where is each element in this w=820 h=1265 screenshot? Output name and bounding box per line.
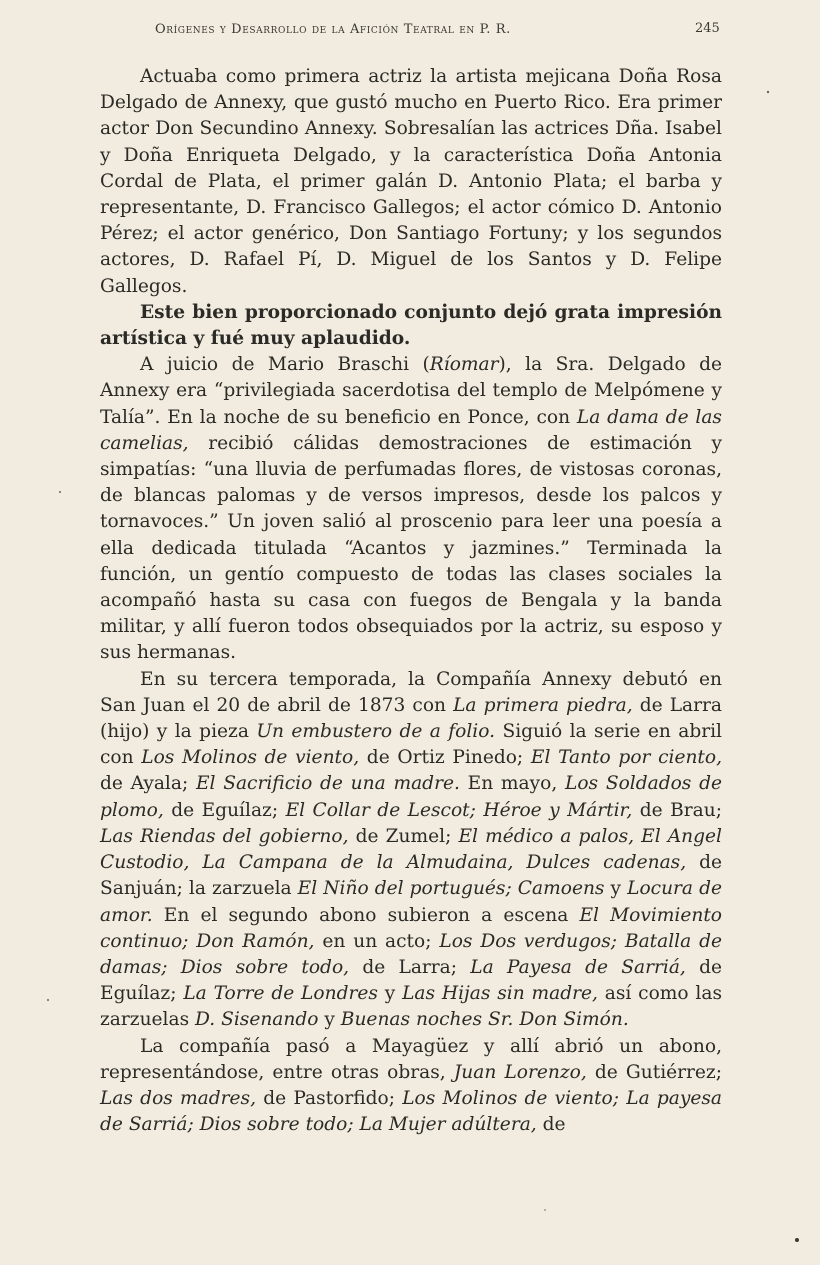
text-run: así como las zarzuelas xyxy=(100,983,722,1031)
italic-title: El Tanto por ciento, xyxy=(530,747,722,769)
italic-title: Los Molinos de viento; La payesa de Sarriá; Dios sobre todo; La Mujer adúltera, xyxy=(100,1087,722,1136)
paragraph xyxy=(100,1034,722,1139)
body-text xyxy=(100,64,722,1138)
text-run: de Larra; xyxy=(349,956,471,978)
italic-title: Ríomar xyxy=(429,354,499,376)
italic-title: El Collar de Lescot; Héroe y Mártir, xyxy=(285,799,633,821)
italic-title: El Niño del portugués; Camoens xyxy=(297,878,605,900)
text-run: de Gutiérrez; xyxy=(586,1061,722,1083)
italic-title: Las dos madres, xyxy=(100,1087,257,1109)
italic-title: Juan Lorenzo, xyxy=(453,1061,587,1083)
italic-title: La Torre de Londres xyxy=(183,983,378,1005)
italic-title: D. Sisenando xyxy=(195,1009,319,1031)
italic-title: Los Molinos de viento, xyxy=(141,747,360,769)
italic-title: Un embustero de a folio. xyxy=(256,721,496,743)
italic-title: El Sacrificio de una madre. xyxy=(195,773,460,795)
speck xyxy=(767,91,769,93)
paragraph xyxy=(100,352,722,666)
italic-title: Los Dos verdugos; Batalla de damas; Dios sobre todo, xyxy=(100,930,722,978)
text-run: En mayo, xyxy=(459,773,565,795)
bold-text: Este bien proporcionado conjunto dejó grata impresión artística y fué muy aplaudido. xyxy=(100,301,722,350)
italic-title: Las Hijas sin madre, xyxy=(402,983,598,1005)
speck xyxy=(795,1238,799,1242)
text-run: de xyxy=(536,1114,566,1136)
text-run: de Ortiz Pinedo; xyxy=(359,747,531,769)
text-run: de Larra (hijo) y la pieza xyxy=(100,694,722,743)
italic-title: La Payesa de Sarriá, xyxy=(470,956,686,978)
text-run: ), la Sra. Delgado de Annexy era “privilegiada sacerdotisa del templo de Melpómene y Talía”. En la noche de su beneficio en Ponce, con xyxy=(100,354,722,428)
page-number: 245 xyxy=(695,21,720,36)
text-run: En su tercera temporada, la Compañía Annexy debutó en San Juan el 20 de abril de 1873 con xyxy=(100,668,722,716)
italic-title: Locura de amor. xyxy=(100,878,722,926)
paragraph xyxy=(100,300,722,352)
italic-title: Las Riendas del gobierno, xyxy=(100,825,349,847)
text-run: de Eguílaz; xyxy=(100,956,722,1005)
italic-title: Los Soldados de plomo, xyxy=(100,773,722,821)
italic-title: Buenas noches Sr. Don Simón. xyxy=(340,1009,629,1031)
paragraph xyxy=(100,667,722,1034)
italic-title: El médico a palos, El Angel Custodio, La Campana de la Almudaina, Dulces cadenas, xyxy=(100,825,722,874)
speck xyxy=(544,1209,546,1211)
text-run: A juicio de Mario Braschi ( xyxy=(140,354,430,376)
text-run: recibió cálidas demostraciones de estimación y simpatías: “una lluvia de perfumadas flores, de vistosas coronas, de blancas palomas y de versos impresos, desde los palcos y tornavoces.” Un joven salió al proscenio para leer una poesía a ella dedicada titulada “Acantos y jazmines.” Terminada la función, un gentío compuesto de todas las clases sociales la acompañó hasta su casa con fuegos de Bengala y la banda militar, y allí fueron todos obsequiados por la actriz, su esposo y sus hermanas. xyxy=(100,432,722,664)
text-run: de Ayala; xyxy=(100,773,196,795)
paragraph xyxy=(100,64,722,300)
italic-title: La primera piedra, xyxy=(453,694,633,716)
text-run: La compañía pasó a Mayagüez y allí abrió un abono, representándose, entre otras obras, xyxy=(100,1035,722,1083)
running-head: Orígenes y Desarrollo de la Afición Teatral en P. R. xyxy=(155,22,511,37)
speck xyxy=(59,491,61,493)
text-run: Actuaba como primera actriz la artista mejicana Doña Rosa Delgado de Annexy, que gustó mucho en Puerto Rico. Era primer actor Don Secundino Annexy. Sobresalían las actrices Dña. Isabel y Doña Enriqueta Delgado, y la característica Doña Antonia Cordal de Plata, el primer galán D. Antonio Plata; el barba y representante, D. Francisco Gallegos; el actor cómico D. Antonio Pérez; el actor genérico, Don Santiago Fortuny; y los segundos actores, D. Rafael Pí, D. Miguel de los Santos y D. Felipe Gallegos. xyxy=(100,66,722,297)
text-run: de Brau; xyxy=(632,799,722,821)
speck xyxy=(47,999,49,1001)
text-run: en un acto; xyxy=(314,930,440,952)
text-run: de Pastorfido; xyxy=(256,1087,403,1109)
italic-title: El Movimiento continuo; Don Ramón, xyxy=(100,904,722,952)
text-run: de Zumel; xyxy=(348,825,459,847)
text-run: de Sanjuán; la zarzuela xyxy=(100,852,722,900)
text-run: y xyxy=(318,1009,341,1031)
text-run: de Eguílaz; xyxy=(163,799,286,821)
text-run: En el segundo abono subieron a escena xyxy=(152,904,580,926)
text-run: y xyxy=(604,878,628,900)
text-run: y xyxy=(377,983,403,1005)
text-run: Siguió la serie en abril con xyxy=(100,721,723,769)
italic-title: La dama de las camelias, xyxy=(100,406,722,454)
